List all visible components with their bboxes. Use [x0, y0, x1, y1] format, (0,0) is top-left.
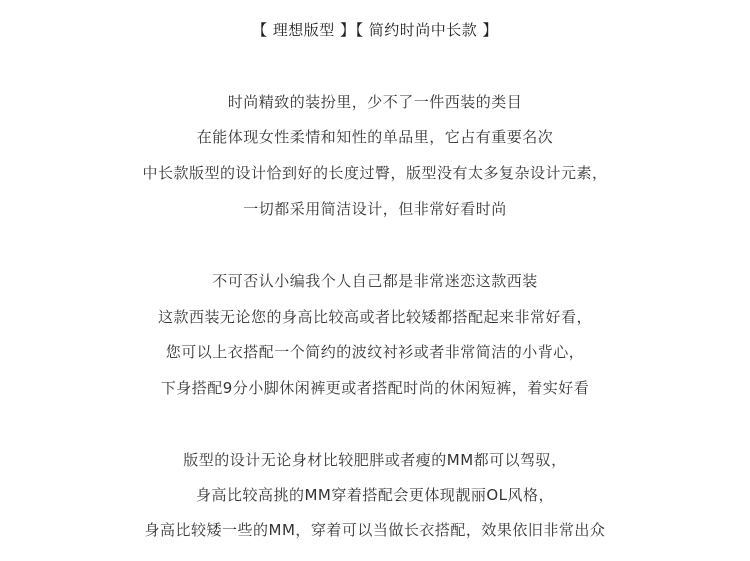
text-line: 中长款版型的设计恰到好的长度过臀，版型没有太多复杂设计元素， [142, 164, 608, 182]
text-line: 这款西装无论您的身高比较高或者比较矮都搭配起来非常好看， [157, 308, 592, 326]
text-line: 下身搭配9分小脚休闲裤更或者搭配时尚的休闲短裤，着实好看 [160, 379, 590, 397]
section-title: 【 理想版型 】【 简约时尚中长款 】 [251, 21, 499, 39]
text-line: 您可以上衣搭配一个简约的波纹衬衫或者非常简洁的小背心， [165, 343, 585, 361]
text-line: 一切都采用简洁设计，但非常好看时尚 [243, 200, 507, 218]
text-line: 不可否认小编我个人自己都是非常迷恋这款西装 [212, 272, 538, 290]
text-line: 版型的设计无论身材比较肥胖或者瘦的MM都可以驾驭， [183, 451, 567, 469]
text-line: 时尚精致的装扮里，少不了一件西装的类目 [227, 93, 523, 111]
text-line: 身高比较矮一些的MM，穿着可以当做长衣搭配，效果依旧非常出众 [144, 521, 606, 539]
text-line: 身高比较高挑的MM穿着搭配会更体现靓丽OL风格， [195, 486, 555, 504]
text-line: 在能体现女性柔情和知性的单品里，它占有重要名次 [196, 128, 554, 146]
